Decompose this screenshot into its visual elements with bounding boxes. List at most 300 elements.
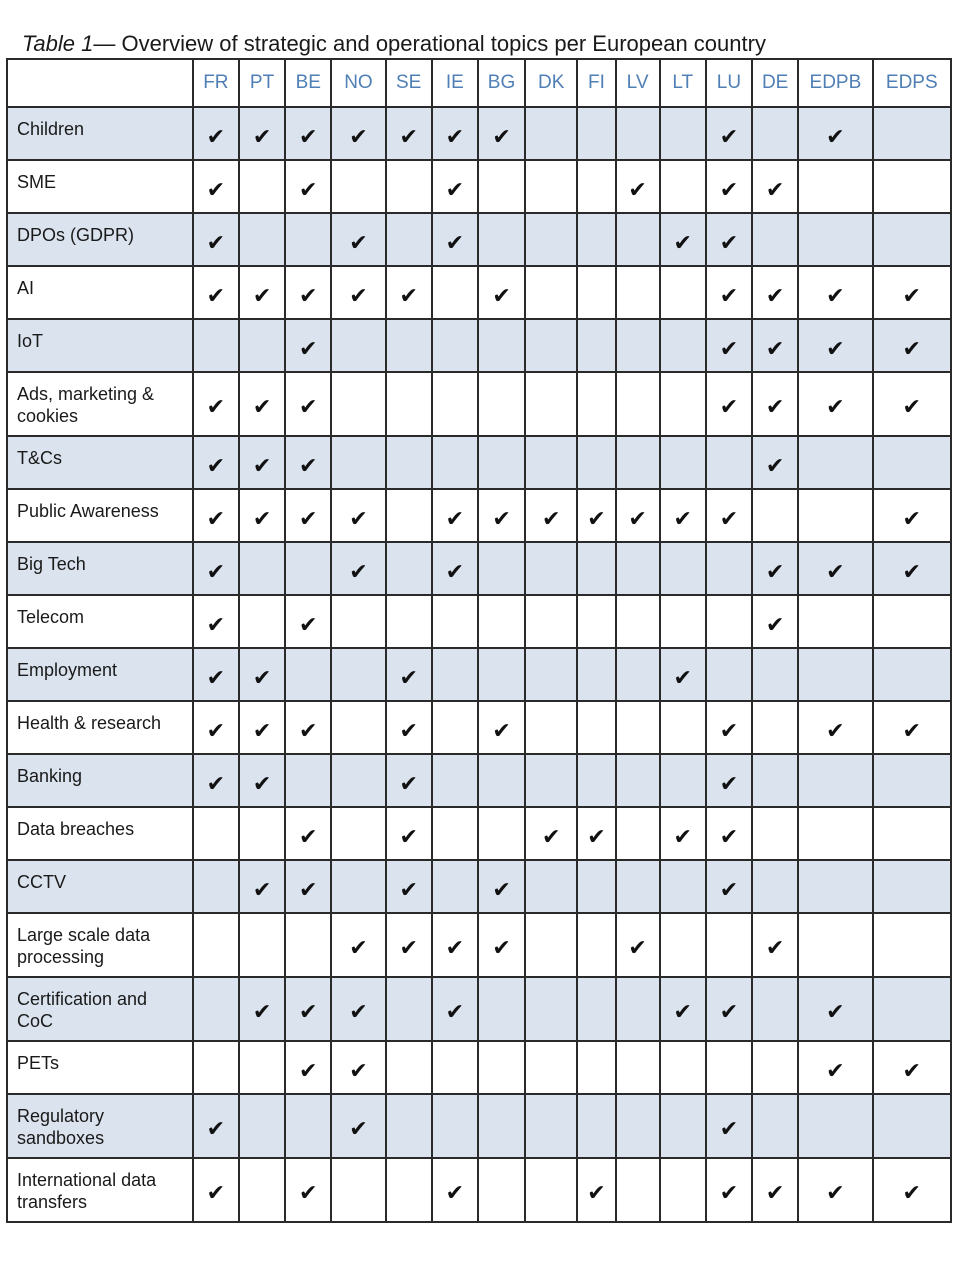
cell-no — [331, 489, 385, 542]
cell-edpb — [798, 1094, 872, 1158]
cell-be — [285, 1158, 331, 1222]
cell-lv — [616, 160, 660, 213]
checkmark-icon: ✔ — [492, 123, 511, 149]
column-header-lu: LU — [706, 59, 752, 107]
cell-edpb — [798, 754, 872, 807]
checkmark-icon: ✔ — [299, 823, 318, 849]
cell-dk — [525, 1158, 577, 1222]
topics-table — [6, 58, 952, 1223]
cell-pt — [239, 160, 285, 213]
checkmark-icon: ✔ — [206, 1180, 226, 1205]
cell-pt — [239, 701, 285, 754]
column-header-no: NO — [331, 59, 385, 107]
cell-dk — [525, 1041, 577, 1094]
cell-dk — [525, 107, 577, 160]
cell-ie — [432, 213, 478, 266]
cell-lv — [616, 372, 660, 436]
checkmark-icon: ✔ — [349, 935, 368, 960]
cell-edpb — [798, 913, 872, 977]
cell-pt — [239, 1158, 285, 1222]
cell-pt — [239, 489, 285, 542]
cell-edpb — [798, 319, 872, 372]
cell-edps — [873, 160, 951, 213]
cell-fr — [193, 107, 239, 160]
cell-fi — [577, 160, 615, 213]
cell-fr — [193, 977, 239, 1041]
row-label: PETs — [7, 1041, 193, 1094]
cell-fi — [577, 977, 615, 1041]
cell-lt — [660, 595, 706, 648]
cell-lv — [616, 595, 660, 648]
cell-lu — [706, 213, 752, 266]
table-title — [22, 31, 766, 57]
cell-no — [331, 213, 385, 266]
table-body — [7, 107, 951, 1222]
cell-ie — [432, 701, 478, 754]
checkmark-icon: ✔ — [399, 935, 418, 960]
cell-se — [386, 372, 432, 436]
cell-fi — [577, 213, 615, 266]
column-header-fi: FI — [577, 59, 615, 107]
checkmark-icon: ✔ — [252, 999, 272, 1024]
cell-pt — [239, 595, 285, 648]
cell-fr — [193, 913, 239, 977]
cell-se — [386, 319, 432, 372]
table-row — [7, 319, 951, 372]
cell-be — [285, 160, 331, 213]
checkmark-icon: ✔ — [445, 123, 465, 149]
cell-lt — [660, 860, 706, 913]
checkmark-icon: ✔ — [399, 717, 418, 743]
cell-edps — [873, 213, 951, 266]
table-row — [7, 807, 951, 860]
cell-lu — [706, 542, 752, 595]
cell-be — [285, 266, 331, 319]
cell-dk — [525, 372, 577, 436]
cell-lu — [706, 1041, 752, 1094]
checkmark-icon: ✔ — [719, 176, 739, 202]
cell-edpb — [798, 595, 872, 648]
cell-fr — [193, 160, 239, 213]
cell-ie — [432, 913, 478, 977]
cell-ie — [432, 489, 478, 542]
row-label: Children — [7, 107, 193, 160]
checkmark-icon: ✔ — [719, 282, 739, 308]
cell-de — [752, 913, 798, 977]
table-row — [7, 542, 951, 595]
cell-bg — [478, 489, 525, 542]
checkmark-icon: ✔ — [765, 558, 785, 584]
checkmark-icon: ✔ — [673, 823, 692, 849]
checkmark-icon: ✔ — [492, 876, 511, 902]
cell-bg — [478, 754, 525, 807]
checkmark-icon: ✔ — [445, 229, 465, 255]
cell-no — [331, 701, 385, 754]
row-label: Data breaches — [7, 807, 193, 860]
cell-se — [386, 1158, 432, 1222]
cell-ie — [432, 754, 478, 807]
cell-dk — [525, 648, 577, 701]
checkmark-icon: ✔ — [826, 1180, 845, 1205]
cell-pt — [239, 107, 285, 160]
cell-se — [386, 754, 432, 807]
cell-de — [752, 319, 798, 372]
checkmark-icon: ✔ — [299, 335, 318, 361]
cell-ie — [432, 1158, 478, 1222]
checkmark-icon: ✔ — [299, 176, 318, 202]
cell-lt — [660, 489, 706, 542]
cell-no — [331, 913, 385, 977]
row-label: Telecom — [7, 595, 193, 648]
cell-bg — [478, 542, 525, 595]
cell-dk — [525, 436, 577, 489]
checkmark-icon: ✔ — [206, 452, 226, 478]
cell-lu — [706, 701, 752, 754]
table-title-text: — Overview of strategic and operational topics per European country — [93, 31, 766, 56]
cell-no — [331, 319, 385, 372]
cell-fr — [193, 436, 239, 489]
cell-edpb — [798, 372, 872, 436]
cell-edpb — [798, 1158, 872, 1222]
checkmark-icon: ✔ — [719, 999, 739, 1024]
cell-lv — [616, 213, 660, 266]
cell-bg — [478, 266, 525, 319]
corner-cell — [7, 59, 193, 107]
cell-de — [752, 542, 798, 595]
cell-de — [752, 160, 798, 213]
cell-lv — [616, 913, 660, 977]
cell-lu — [706, 436, 752, 489]
cell-fi — [577, 754, 615, 807]
checkmark-icon: ✔ — [826, 558, 845, 584]
cell-fr — [193, 754, 239, 807]
cell-pt — [239, 1041, 285, 1094]
cell-de — [752, 1094, 798, 1158]
cell-lt — [660, 542, 706, 595]
table-row — [7, 595, 951, 648]
cell-fi — [577, 595, 615, 648]
checkmark-icon: ✔ — [299, 452, 318, 478]
checkmark-icon: ✔ — [765, 176, 785, 202]
cell-se — [386, 213, 432, 266]
checkmark-icon: ✔ — [399, 123, 418, 149]
table-row — [7, 1041, 951, 1094]
cell-fr — [193, 701, 239, 754]
cell-edps — [873, 266, 951, 319]
cell-lu — [706, 107, 752, 160]
cell-bg — [478, 372, 525, 436]
cell-be — [285, 648, 331, 701]
table-row — [7, 648, 951, 701]
cell-bg — [478, 648, 525, 701]
cell-bg — [478, 1158, 525, 1222]
cell-lv — [616, 648, 660, 701]
checkmark-icon: ✔ — [719, 1180, 739, 1205]
cell-lt — [660, 754, 706, 807]
cell-de — [752, 266, 798, 319]
row-label: CCTV — [7, 860, 193, 913]
cell-be — [285, 1041, 331, 1094]
checkmark-icon: ✔ — [826, 1057, 845, 1083]
cell-lv — [616, 489, 660, 542]
cell-fr — [193, 595, 239, 648]
cell-fr — [193, 372, 239, 436]
cell-pt — [239, 807, 285, 860]
cell-de — [752, 107, 798, 160]
cell-bg — [478, 160, 525, 213]
checkmark-icon: ✔ — [902, 394, 921, 419]
checkmark-icon: ✔ — [628, 505, 647, 531]
cell-bg — [478, 701, 525, 754]
cell-pt — [239, 319, 285, 372]
cell-bg — [478, 977, 525, 1041]
cell-edpb — [798, 977, 872, 1041]
checkmark-icon: ✔ — [902, 505, 921, 531]
checkmark-icon: ✔ — [492, 282, 511, 308]
checkmark-icon: ✔ — [399, 876, 418, 902]
checkmark-icon: ✔ — [252, 282, 272, 308]
cell-edpb — [798, 701, 872, 754]
cell-fi — [577, 913, 615, 977]
cell-pt — [239, 372, 285, 436]
checkmark-icon: ✔ — [719, 335, 739, 361]
checkmark-icon: ✔ — [206, 394, 226, 419]
cell-be — [285, 319, 331, 372]
checkmark-icon: ✔ — [349, 1057, 368, 1083]
checkmark-icon: ✔ — [299, 394, 318, 419]
cell-lv — [616, 107, 660, 160]
row-label: Banking — [7, 754, 193, 807]
checkmark-icon: ✔ — [673, 664, 692, 690]
cell-lv — [616, 1094, 660, 1158]
cell-se — [386, 977, 432, 1041]
cell-lt — [660, 977, 706, 1041]
cell-de — [752, 489, 798, 542]
table-row — [7, 1158, 951, 1222]
row-label: Employment — [7, 648, 193, 701]
checkmark-icon: ✔ — [399, 823, 418, 849]
checkmark-icon: ✔ — [349, 999, 368, 1024]
row-label: Ads, marketing & cookies — [7, 372, 193, 436]
cell-lv — [616, 319, 660, 372]
checkmark-icon: ✔ — [445, 935, 465, 960]
cell-no — [331, 436, 385, 489]
checkmark-icon: ✔ — [902, 282, 921, 308]
cell-edps — [873, 754, 951, 807]
header-row — [7, 59, 951, 107]
cell-ie — [432, 860, 478, 913]
column-header-be: BE — [285, 59, 331, 107]
column-header-lt: LT — [660, 59, 706, 107]
checkmark-icon: ✔ — [206, 123, 226, 149]
cell-edps — [873, 436, 951, 489]
cell-lu — [706, 1158, 752, 1222]
cell-dk — [525, 701, 577, 754]
cell-bg — [478, 1094, 525, 1158]
checkmark-icon: ✔ — [587, 1180, 606, 1205]
cell-de — [752, 807, 798, 860]
cell-dk — [525, 595, 577, 648]
cell-pt — [239, 977, 285, 1041]
table-row — [7, 701, 951, 754]
cell-edpb — [798, 542, 872, 595]
cell-lv — [616, 701, 660, 754]
checkmark-icon: ✔ — [902, 558, 921, 584]
cell-fi — [577, 860, 615, 913]
cell-be — [285, 1094, 331, 1158]
cell-fi — [577, 319, 615, 372]
table-row — [7, 266, 951, 319]
cell-dk — [525, 754, 577, 807]
cell-lt — [660, 1094, 706, 1158]
column-header-lv: LV — [616, 59, 660, 107]
cell-fi — [577, 266, 615, 319]
cell-lt — [660, 160, 706, 213]
cell-edps — [873, 977, 951, 1041]
cell-lv — [616, 266, 660, 319]
cell-de — [752, 754, 798, 807]
cell-bg — [478, 595, 525, 648]
cell-fr — [193, 1041, 239, 1094]
cell-edpb — [798, 107, 872, 160]
checkmark-icon: ✔ — [299, 717, 318, 743]
checkmark-icon: ✔ — [826, 335, 845, 361]
cell-lu — [706, 595, 752, 648]
checkmark-icon: ✔ — [587, 823, 606, 849]
checkmark-icon: ✔ — [252, 123, 272, 149]
cell-no — [331, 372, 385, 436]
row-label: Regulatory sandboxes — [7, 1094, 193, 1158]
checkmark-icon: ✔ — [719, 717, 739, 743]
cell-lu — [706, 648, 752, 701]
cell-dk — [525, 1094, 577, 1158]
cell-se — [386, 701, 432, 754]
checkmark-icon: ✔ — [826, 123, 845, 149]
checkmark-icon: ✔ — [206, 717, 226, 743]
checkmark-icon: ✔ — [719, 505, 739, 531]
cell-pt — [239, 648, 285, 701]
cell-lv — [616, 1041, 660, 1094]
cell-ie — [432, 372, 478, 436]
cell-bg — [478, 436, 525, 489]
checkmark-icon: ✔ — [719, 770, 739, 796]
cell-dk — [525, 860, 577, 913]
checkmark-icon: ✔ — [492, 505, 511, 531]
cell-be — [285, 372, 331, 436]
cell-be — [285, 913, 331, 977]
cell-edpb — [798, 160, 872, 213]
cell-ie — [432, 107, 478, 160]
cell-edps — [873, 1094, 951, 1158]
cell-lv — [616, 542, 660, 595]
checkmark-icon: ✔ — [445, 558, 465, 584]
cell-lt — [660, 648, 706, 701]
cell-lv — [616, 1158, 660, 1222]
checkmark-icon: ✔ — [252, 505, 272, 531]
table-row — [7, 372, 951, 436]
checkmark-icon: ✔ — [299, 876, 318, 902]
cell-be — [285, 542, 331, 595]
cell-no — [331, 595, 385, 648]
cell-lu — [706, 977, 752, 1041]
cell-fr — [193, 648, 239, 701]
cell-no — [331, 542, 385, 595]
checkmark-icon: ✔ — [902, 1180, 921, 1205]
table-title-prefix: Table 1 — [22, 31, 94, 56]
cell-se — [386, 913, 432, 977]
checkmark-icon: ✔ — [765, 1180, 785, 1205]
cell-be — [285, 436, 331, 489]
column-header-bg: BG — [478, 59, 525, 107]
cell-lu — [706, 754, 752, 807]
cell-se — [386, 107, 432, 160]
checkmark-icon: ✔ — [299, 999, 318, 1024]
cell-lv — [616, 807, 660, 860]
cell-no — [331, 266, 385, 319]
cell-fr — [193, 1094, 239, 1158]
cell-no — [331, 807, 385, 860]
cell-ie — [432, 1041, 478, 1094]
cell-de — [752, 595, 798, 648]
cell-edps — [873, 913, 951, 977]
cell-de — [752, 213, 798, 266]
cell-fi — [577, 436, 615, 489]
cell-de — [752, 436, 798, 489]
row-label: Public Awareness — [7, 489, 193, 542]
column-header-dk: DK — [525, 59, 577, 107]
cell-de — [752, 1158, 798, 1222]
checkmark-icon: ✔ — [719, 394, 739, 419]
cell-ie — [432, 595, 478, 648]
table-row — [7, 107, 951, 160]
cell-dk — [525, 913, 577, 977]
checkmark-icon: ✔ — [902, 1057, 921, 1083]
cell-edps — [873, 807, 951, 860]
cell-se — [386, 648, 432, 701]
column-header-de: DE — [752, 59, 798, 107]
checkmark-icon: ✔ — [206, 611, 226, 637]
cell-ie — [432, 977, 478, 1041]
checkmark-icon: ✔ — [628, 176, 647, 202]
cell-be — [285, 213, 331, 266]
cell-lu — [706, 489, 752, 542]
cell-no — [331, 1094, 385, 1158]
checkmark-icon: ✔ — [206, 770, 226, 796]
cell-dk — [525, 213, 577, 266]
table-row — [7, 860, 951, 913]
checkmark-icon: ✔ — [445, 505, 465, 531]
checkmark-icon: ✔ — [445, 1180, 465, 1205]
cell-edps — [873, 1041, 951, 1094]
checkmark-icon: ✔ — [673, 999, 692, 1024]
cell-fi — [577, 1094, 615, 1158]
cell-lt — [660, 701, 706, 754]
checkmark-icon: ✔ — [492, 935, 511, 960]
cell-be — [285, 977, 331, 1041]
checkmark-icon: ✔ — [206, 176, 226, 202]
cell-no — [331, 648, 385, 701]
checkmark-icon: ✔ — [587, 505, 606, 531]
checkmark-icon: ✔ — [542, 823, 561, 849]
checkmark-icon: ✔ — [719, 123, 739, 149]
checkmark-icon: ✔ — [349, 282, 368, 308]
cell-ie — [432, 1094, 478, 1158]
cell-se — [386, 266, 432, 319]
checkmark-icon: ✔ — [252, 394, 272, 419]
cell-edps — [873, 107, 951, 160]
cell-lt — [660, 266, 706, 319]
cell-no — [331, 754, 385, 807]
